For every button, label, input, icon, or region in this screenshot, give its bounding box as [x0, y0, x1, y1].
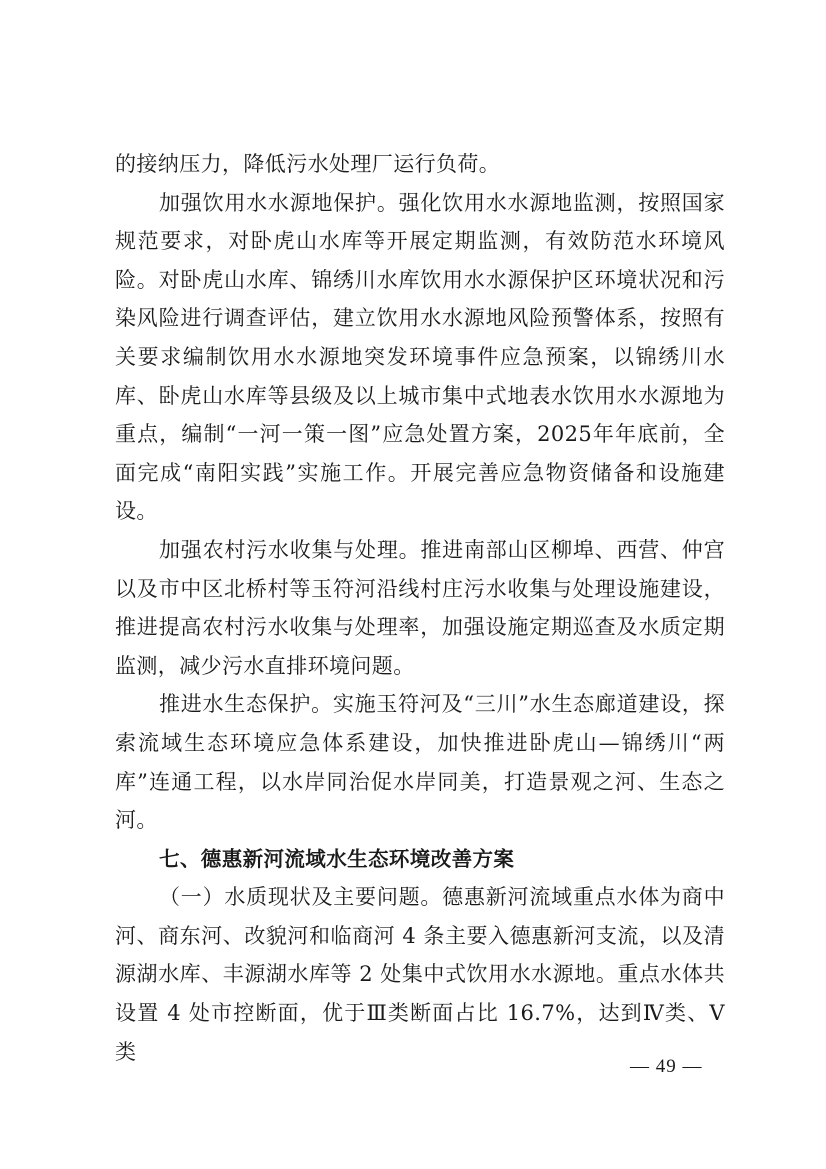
- paragraph-continuation: 的接纳压力，降低污水处理厂运行负荷。: [115, 152, 501, 176]
- paragraph-water-quality-status: （一）水质现状及主要问题。德惠新河流域重点水体为商中河、商东河、改貌河和临商河 4 条主要入德惠新河支流，以及清源湖水库、丰源湖水库等 2 处集中式饮用水水源地。重点水体共设置 4 处市控断面，优于Ⅲ类断面占比 16.7%，达到Ⅳ类、Ⅴ类: [115, 885, 725, 1064]
- paragraph-water-source-protection: 加强饮用水水源地保护。强化饮用水水源地监测，按照国家规范要求，对卧虎山水库等开展定期监测，有效防范水环境风险。对卧虎山水库、锦绣川水库饮用水水源保护区环境状况和污染风险进行调查评估，建立饮用水水源地风险预警体系，按照有关要求编制饮用水水源地突发环境事件应急预案，以锦绣川水库、卧虎山水库等县级及以上城市集中式地表水饮用水水源地为重点，编制“一河一策一图”应急处置方案，2025年年底前，全面完成“南阳实践”实施工作。开展完善应急物资储备和设施建设。: [115, 190, 725, 524]
- paragraph-water-ecology: 推进水生态保护。实施玉符河及“三川”水生态廊道建设，探索流域生态环境应急体系建设，加快推进卧虎山—锦绣川“两库”连通工程，以水岸同治促水岸同美，打造景观之河、生态之河。: [115, 692, 725, 833]
- body-text: [115, 145, 725, 1071]
- paragraph-rural-sewage: 加强农村污水收集与处理。推进南部山区柳埠、西营、仲宫以及市中区北桥村等玉符河沿线村庄污水收集与处理设施建设，推进提高农村污水收集与处理率，加强设施定期巡查及水质定期监测，减少污水直排环境问题。: [115, 537, 725, 678]
- section-heading: 七、德惠新河流域水生态环境改善方案: [159, 846, 515, 871]
- page-number: — 49 —: [630, 1056, 703, 1077]
